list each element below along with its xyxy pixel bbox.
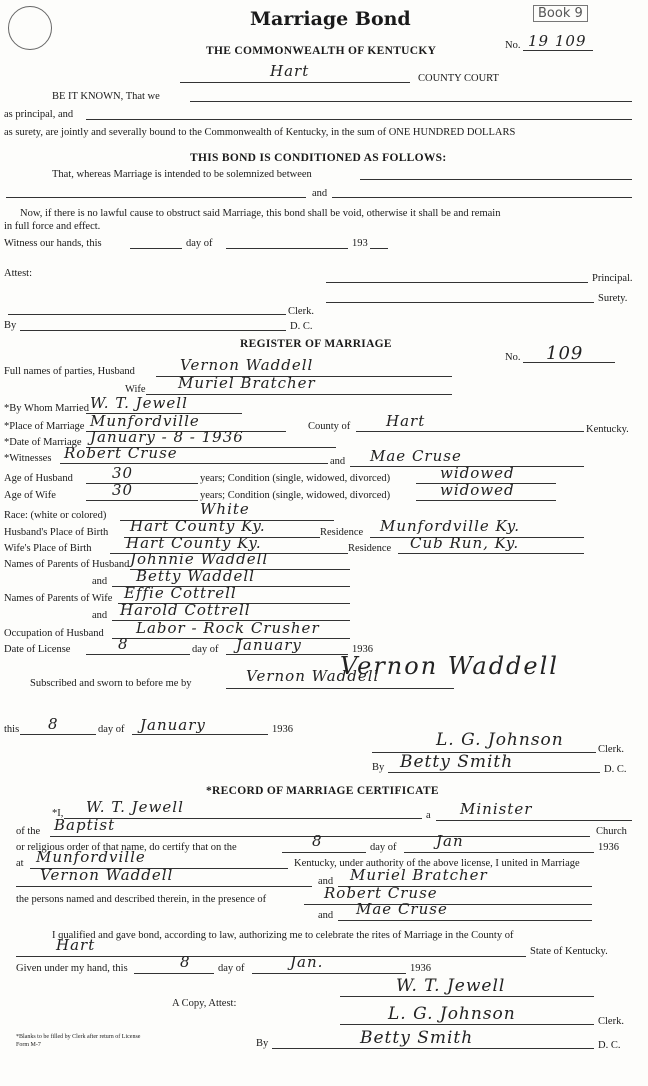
footnote-line-2: Form M-7 <box>16 1042 41 1048</box>
day-of-label: day of <box>186 238 213 249</box>
place-hw: Munfordville <box>90 412 200 430</box>
wife-label: Wife <box>125 384 146 395</box>
cert-i-label: *I, <box>52 808 64 819</box>
occupation-hw: Labor - Rock Crusher <box>136 619 320 637</box>
subscribed-hw: Vernon Waddell <box>246 667 380 685</box>
cert-and-label: and <box>318 876 334 887</box>
parents-and-h: and <box>92 576 108 587</box>
cert-wife-hw: Muriel Bratcher <box>350 866 488 884</box>
years-condition-h: years; Condition (single, widowed, divorced) <box>200 473 391 484</box>
sub-month-hw: January <box>140 716 206 734</box>
cert-day-hw: 8 <box>312 832 323 850</box>
copy-clerk-label: Clerk. <box>598 1016 624 1027</box>
license-day-of: day of <box>192 644 219 655</box>
place-label: *Place of Marriage <box>4 421 85 432</box>
copy-clerk-signature: L. G. Johnson <box>388 1004 516 1024</box>
cert-husband-hw: Vernon Waddell <box>40 866 174 884</box>
age-wife-label: Age of Wife <box>4 490 56 501</box>
condition-wife-hw: widowed <box>440 481 515 499</box>
husband-name-hw: Vernon Waddell <box>180 356 314 374</box>
race-hw: White <box>200 500 250 518</box>
groom-signature: Vernon Waddell <box>340 652 559 680</box>
cert-witness-and: and <box>318 910 334 921</box>
cert-county-hw: Hart <box>56 936 96 954</box>
residence-label-w: Residence <box>348 543 392 554</box>
wife-res-hw: Cub Run, Ky. <box>410 534 520 552</box>
husband-res-hw: Munfordville Ky. <box>380 517 521 535</box>
license-day-hw: 8 <box>118 635 129 653</box>
cert-witness2-hw: Mae Cruse <box>356 900 448 918</box>
register-no-value: 109 <box>546 343 584 364</box>
given-day-of: day of <box>218 963 245 974</box>
by-label: By <box>4 320 17 331</box>
given-day-hw: 8 <box>180 953 191 971</box>
parents-wife-label: Names of Parents of Wife <box>4 593 113 604</box>
wife-birth-hw: Hart County Ky. <box>126 534 262 552</box>
witness-and: and <box>330 456 346 467</box>
principal-label: Principal. <box>592 273 633 284</box>
parents-and-w: and <box>92 610 108 621</box>
now-if-text: Now, if there is no lawful cause to obstruct said Marriage, this bond shall be void, otherwise it shall be and remain <box>20 208 501 219</box>
sub-year: 1936 <box>272 724 293 735</box>
minister-title-hw: Minister <box>460 800 533 818</box>
minister-name-hw: W. T. Jewell <box>86 798 184 816</box>
county-court-label: COUNTY COURT <box>418 73 499 84</box>
certificate-heading: *RECORD OF MARRIAGE CERTIFICATE <box>206 785 439 797</box>
license-month-hw: January <box>236 636 302 654</box>
kentucky-label: Kentucky. <box>586 424 629 435</box>
given-label: Given under my hand, this <box>16 963 128 974</box>
witness-hands: Witness our hands, this <box>4 238 102 249</box>
full-force-text: in full force and effect. <box>4 221 101 232</box>
copy-dc-label: D. C. <box>598 1040 621 1051</box>
age-husband-hw: 30 <box>112 464 134 482</box>
deputy-signature: Betty Smith <box>400 752 514 772</box>
clerk-label: Clerk. <box>288 306 314 317</box>
surety-label: Surety. <box>598 293 628 304</box>
witness1-hw: Robert Cruse <box>64 444 178 462</box>
full-names-label: Full names of parties, Husband <box>4 366 135 377</box>
cert-day-of: day of <box>370 842 397 853</box>
and-text: and <box>312 188 328 199</box>
occupation-label: Occupation of Husband <box>4 628 104 639</box>
parent-w2-hw: Harold Cottrell <box>120 601 251 619</box>
minister-signature: W. T. Jewell <box>396 976 506 996</box>
copy-attest-label: A Copy, Attest: <box>172 998 237 1009</box>
county-of-label: County of <box>308 421 351 432</box>
parent-w1-hw: Effie Cottrell <box>124 584 237 602</box>
church-hw: Baptist <box>54 816 116 834</box>
by-whom-label: *By Whom Married <box>4 403 89 414</box>
parents-husband-label: Names of Parents of Husband <box>4 559 130 570</box>
parent-h2-hw: Betty Waddell <box>136 567 255 585</box>
year-label: 193 <box>352 238 368 249</box>
whereas-text: That, whereas Marriage is intended to be solemnized between <box>52 169 312 180</box>
register-by-label: By <box>372 762 385 773</box>
witnesses-label: *Witnesses <box>4 453 52 464</box>
sub-day-of: day of <box>98 724 125 735</box>
cert-a-label: a <box>426 810 431 821</box>
copy-by-label: By <box>256 1038 269 1049</box>
given-year: 1936 <box>410 963 431 974</box>
county-handwritten: Hart <box>270 62 310 80</box>
sub-day-hw: 8 <box>48 715 59 733</box>
given-month-hw: Jan. <box>290 953 324 971</box>
subscribed-label: Subscribed and sworn to before me by <box>30 678 192 689</box>
condition-husband-hw: widowed <box>440 464 515 482</box>
persons-named-text: the persons named and described therein, in the presence of <box>16 894 267 905</box>
of-the-label: of the <box>16 826 41 837</box>
register-clerk-label: Clerk. <box>598 744 624 755</box>
date-label: *Date of Marriage <box>4 437 82 448</box>
license-year: 1936 <box>352 644 373 655</box>
this-label: this <box>4 724 20 735</box>
religious-order-text: or religious order of that name, do certify that on the <box>16 842 237 853</box>
register-dc-label: D. C. <box>604 764 627 775</box>
by-whom-hw: W. T. Jewell <box>90 394 188 412</box>
residence-label-h: Residence <box>320 527 364 538</box>
as-principal: as principal, and <box>4 109 74 120</box>
document-title: Marriage Bond <box>250 8 411 30</box>
stamp-circle <box>8 6 52 50</box>
clerk-signature: L. G. Johnson <box>436 730 564 750</box>
husband-birth-hw: Hart County Ky. <box>130 517 266 535</box>
date-license-label: Date of License <box>4 644 71 655</box>
church-label: Church <box>596 826 627 837</box>
copy-dc-signature: Betty Smith <box>360 1028 474 1048</box>
at-label: at <box>16 858 24 869</box>
book-note: Book 9 <box>533 5 588 22</box>
date-hw: January - 8 - 1936 <box>90 428 244 446</box>
wife-birth-label: Wife's Place of Birth <box>4 543 92 554</box>
parent-h1-hw: Johnnie Waddell <box>130 550 269 568</box>
register-no-label: No. <box>505 352 521 363</box>
dc-label: D. C. <box>290 321 313 332</box>
qualified-text: I qualified and gave bond, according to law, authorizing me to celebrate the rites of Marriage in the County of <box>52 930 514 941</box>
county-hw: Hart <box>386 412 426 430</box>
cert-year: 1936 <box>598 842 619 853</box>
footnote-line-1: *Blanks to be filled by Clerk after return of License <box>16 1034 141 1040</box>
years-condition-w: years; Condition (single, widowed, divorced) <box>200 490 391 501</box>
document-number: 19 109 <box>528 32 587 50</box>
conditioned-heading: THIS BOND IS CONDITIONED AS FOLLOWS: <box>190 152 447 164</box>
cert-place-hw: Munfordville <box>36 848 146 866</box>
as-surety: as surety, are jointly and severally bound to the Commonwealth of Kentucky, in the sum of ONE HUNDRED DOLLARS <box>4 127 516 138</box>
register-heading: REGISTER OF MARRIAGE <box>240 338 392 350</box>
age-husband-label: Age of Husband <box>4 473 73 484</box>
commonwealth-heading: THE COMMONWEALTH OF KENTUCKY <box>206 45 437 57</box>
witness2-hw: Mae Cruse <box>370 447 462 465</box>
kentucky-authority-text: Kentucky, under authority of the above license, I united in Marriage <box>294 858 580 869</box>
wife-name-hw: Muriel Bratcher <box>178 374 316 392</box>
be-it-known: BE IT KNOWN, That we <box>52 91 160 102</box>
cert-month-hw: Jan <box>436 832 464 850</box>
state-label: State of Kentucky. <box>530 946 608 957</box>
race-label: Race: (white or colored) <box>4 510 107 521</box>
age-wife-hw: 30 <box>112 481 134 499</box>
no-label: No. <box>505 40 521 51</box>
cert-witness1-hw: Robert Cruse <box>324 884 438 902</box>
attest-label: Attest: <box>4 268 32 279</box>
husband-birth-label: Husband's Place of Birth <box>4 527 109 538</box>
